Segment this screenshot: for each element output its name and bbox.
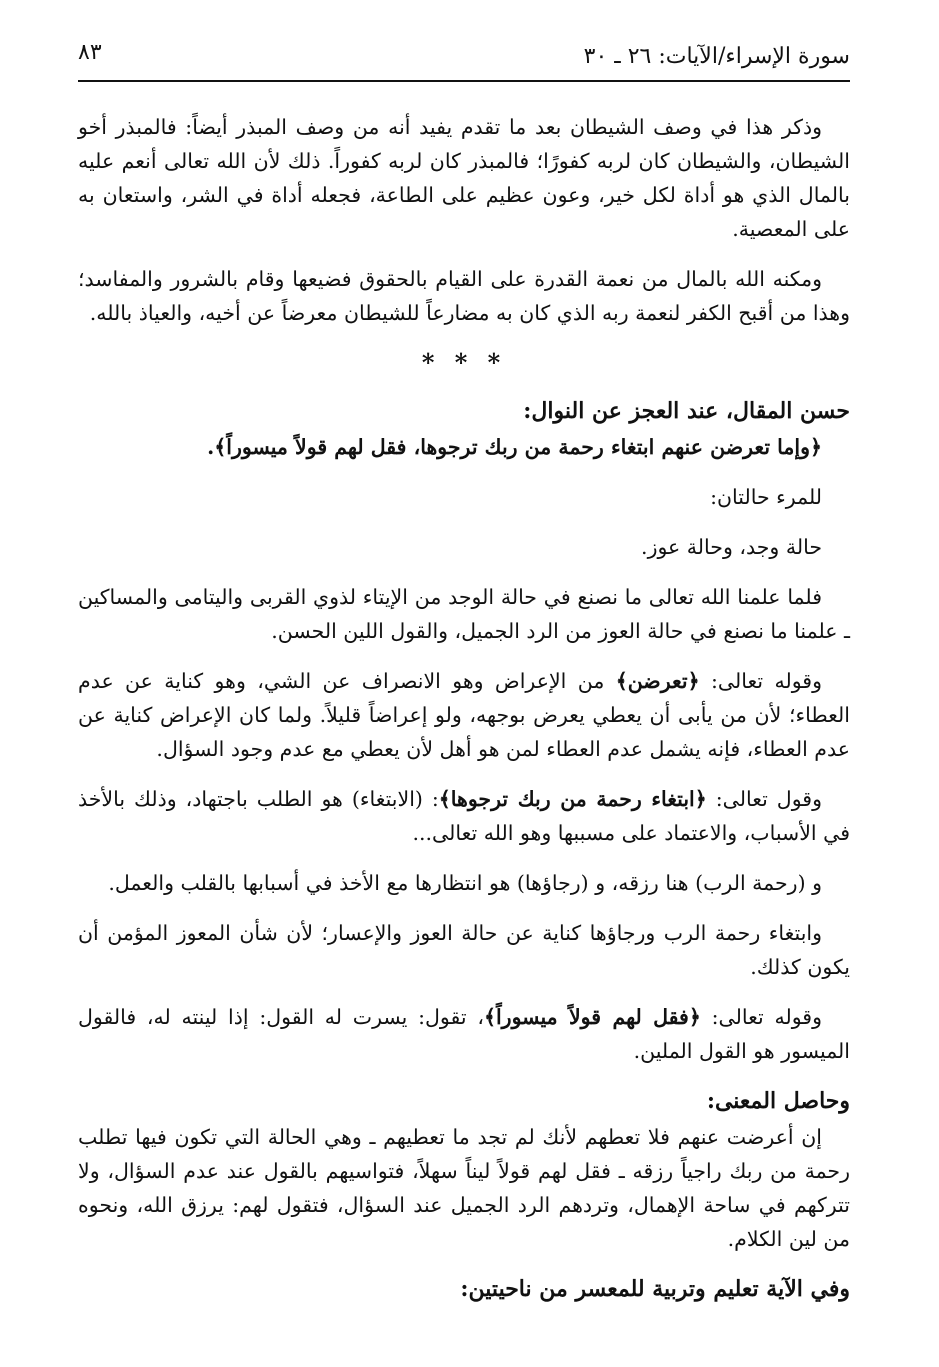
paragraph-8 (78, 1000, 850, 1068)
paragraph-8-intro: وقوله تعالى: (700, 1005, 822, 1029)
paragraph-3: فلما علمنا الله تعالى ما نصنع في حالة الوجد من الإيتاء لذوي القربى واليتامى والمساكين ـ علمنا ما نصنع في حالة العوز من الرد الجميل، والقول اللين الحسن. (78, 585, 850, 643)
paragraph-4-intro: وقوله تعالى: (699, 669, 823, 693)
paragraph-9: إن أعرضت عنهم فلا تعطهم لأنك لم تجد ما تعطيهم ـ وهي الحالة التي تكون فيها تطلب رحمة من ربك راجياً رزقه ـ فقل لهم قولاً ليناً سهلاً، فتواسيهم بالقول عند عدم السؤال، ولا تتركهم في ساحة الإهمال، وتردهم الرد الجميل عند السؤال، فتقول لهم: يرزق الله، ونحوه من لين الكلام. (78, 1125, 850, 1251)
paragraph-5-text: : (الابتغاء) هو الطلب باجتهاد، وذلك بالأخذ في الأسباب، والاعتماد على مسببها وهو الله تعالى... (78, 787, 850, 845)
page-number: ٨٣ (78, 40, 102, 65)
states-list: حالة وجد، وحالة عوز. (641, 535, 822, 559)
running-title: سورة الإسراء/الآيات: ٢٦ ـ ٣٠ (583, 44, 850, 69)
paragraph-7: وابتغاء رحمة الرب ورجاؤها كناية عن حالة العوز والإعسار؛ لأن شأن المعوز المؤمن أن يكون كذلك. (78, 921, 850, 979)
paragraph-5-verse: ﴿ابتغاء رحمة من ربك ترجوها﴾ (438, 787, 707, 811)
paragraph-6: و (رحمة الرب) هنا رزقه، و (رجاؤها) هو انتظارها مع الأخذ في أسبابها بالقلب والعمل. (108, 871, 822, 895)
page-header (78, 40, 850, 82)
paragraph-5 (78, 782, 850, 850)
paragraph-1: وذكر هذا في وصف الشيطان بعد ما تقدم يفيد أنه من وصف المبذر أيضاً: فالمبذر أخو الشيطان، والشيطان كان لربه كفورًا؛ فالمبذر كان لربه كفوراً. ذلك لأن الله تعالى أنعم عليه بالمال الذي هو أداة لكل خير، وعون عظيم على الطاعة، فجعله أداة في الشر، واستعان به على المعصية. (78, 115, 850, 241)
verse-quote: ﴿وإما تعرضن عنهم ابتغاء رحمة من ربك ترجوها، فقل لهم قولاً ميسوراً﴾. (207, 435, 822, 459)
paragraph-2: ومكنه الله بالمال من نعمة القدرة على القيام بالحقوق فضيعها وقام بالشرور والمفاسد؛ وهذا من أقبح الكفر لنعمة ربه الذي كان به مضارعاً للشيطان معرضاً عن أخيه، والعياذ بالله. (78, 267, 850, 325)
page-body (78, 110, 850, 1308)
paragraph-4 (78, 664, 850, 766)
paragraph-5-intro: وقول تعالى: (706, 787, 822, 811)
section-heading-1: حسن المقال، عند العجز عن النوال: (523, 398, 850, 424)
paragraph-8-verse: ﴿فقل لهم قولاً ميسوراً﴾ (483, 1005, 701, 1029)
section-heading-3: وفي الآية تعليم وتربية للمعسر من ناحيتين: (460, 1276, 850, 1302)
paragraph-4-text: من الإعراض وهو الانصراف عن الشي، وهو كناية عن عدم العطاء؛ لأن من يأبى أن يعطي يعرض بوجهه، ولو إعراضاً قليلاً. ولما كان الإعراض كناية عن عدم العطاء، فإنه يشمل عدم العطاء لمن هو أهل لأن يعطي مع عدم وجود السؤال. (78, 669, 850, 761)
section-heading-2: وحاصل المعنى: (706, 1088, 850, 1114)
paragraph-8-text: ، تقول: يسرت له القول: إذا لينته له، فالقول الميسور هو القول الملين. (78, 1005, 850, 1063)
states-intro: للمرء حالتان: (710, 485, 822, 509)
paragraph-4-verse: ﴿تعرضن﴾ (615, 669, 700, 693)
section-divider: * * * (421, 348, 507, 377)
